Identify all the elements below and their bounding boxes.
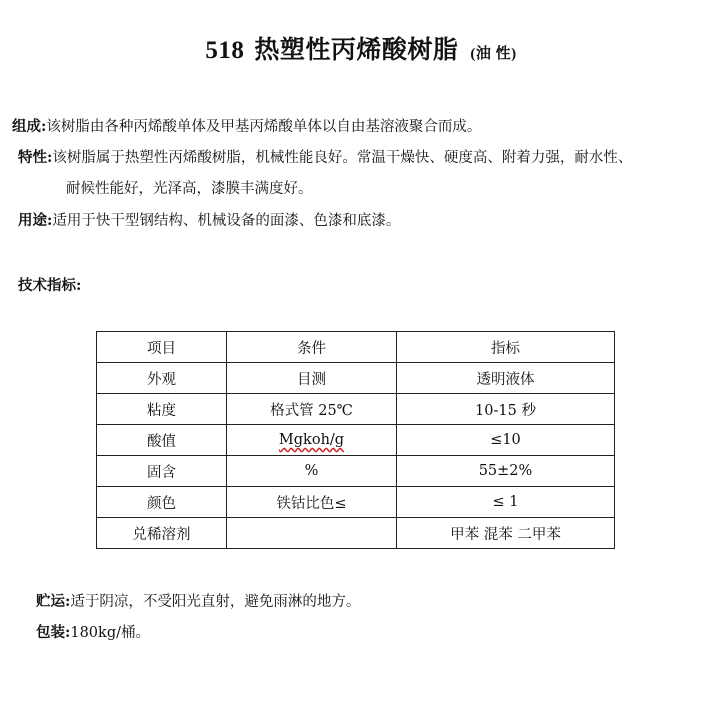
table-cell: 颜色	[97, 487, 227, 518]
table-row	[97, 394, 615, 425]
table-cell: 甲苯 混苯 二甲苯	[397, 518, 615, 549]
table-cell: %	[227, 456, 397, 487]
composition-label: 组成:	[12, 118, 47, 135]
table-cell: 目测	[227, 363, 397, 394]
properties-text-line1: 该树脂属于热塑性丙烯酸树脂，机械性能良好。常温干燥快、硬度高、附着力强，耐水性、	[52, 150, 633, 166]
table-cell: 格式管 25℃	[227, 394, 397, 425]
table-cell	[227, 425, 397, 456]
table-cell: 铁钴比色≤	[227, 487, 397, 518]
product-name: 热塑性丙烯酸树脂	[254, 37, 459, 64]
table-cell: 兑稀溶剂	[97, 518, 227, 549]
table-row	[97, 456, 615, 487]
storage-label: 贮运:	[36, 593, 71, 610]
table-row	[97, 425, 615, 456]
table-cell: 10-15 秒	[397, 394, 615, 425]
table-cell: 固含	[97, 456, 227, 487]
table-row	[97, 487, 615, 518]
properties-label: 特性:	[18, 149, 53, 166]
header-condition: 条件	[227, 332, 397, 363]
table-cell: 粘度	[97, 394, 227, 425]
table-cell: 外观	[97, 363, 227, 394]
specs-heading: 技术指标:	[18, 277, 82, 294]
table-row	[97, 363, 615, 394]
acid-unit-text: Mgkoh/g	[278, 432, 345, 448]
packaging-text: 180kg/桶。	[70, 625, 150, 641]
composition-paragraph	[12, 117, 481, 137]
usage-paragraph	[18, 211, 400, 231]
usage-label: 用途:	[18, 212, 53, 229]
specs-table	[96, 331, 615, 549]
header-indicator: 指标	[397, 332, 615, 363]
properties-continuation	[66, 179, 313, 199]
table-cell: 透明液体	[397, 363, 615, 394]
storage-paragraph	[36, 592, 360, 612]
table-cell: 酸值	[97, 425, 227, 456]
table-cell: ≤ 1	[397, 487, 615, 518]
composition-text: 该树脂由各种丙烯酸单体及甲基丙烯酸单体以自由基溶液聚合而成。	[46, 119, 482, 135]
table-header-row	[97, 332, 615, 363]
properties-paragraph	[18, 148, 632, 168]
document-title	[0, 30, 722, 66]
packaging-label: 包装:	[36, 624, 71, 641]
storage-text: 适于阴凉，不受阳光直射，避免雨淋的地方。	[70, 594, 361, 610]
table-cell: ≤10	[397, 425, 615, 456]
properties-text-line2: 耐候性能好，光泽高，漆膜丰满度好。	[66, 181, 313, 197]
table-row	[97, 518, 615, 549]
header-item: 项目	[97, 332, 227, 363]
product-subtitle: (油 性)	[470, 46, 517, 62]
packaging-paragraph	[36, 623, 150, 643]
usage-text: 适用于快干型钢结构、机械设备的面漆、色漆和底漆。	[52, 213, 401, 229]
table-cell: 55±2%	[397, 456, 615, 487]
product-number: 518	[205, 37, 245, 64]
table-cell	[227, 518, 397, 549]
